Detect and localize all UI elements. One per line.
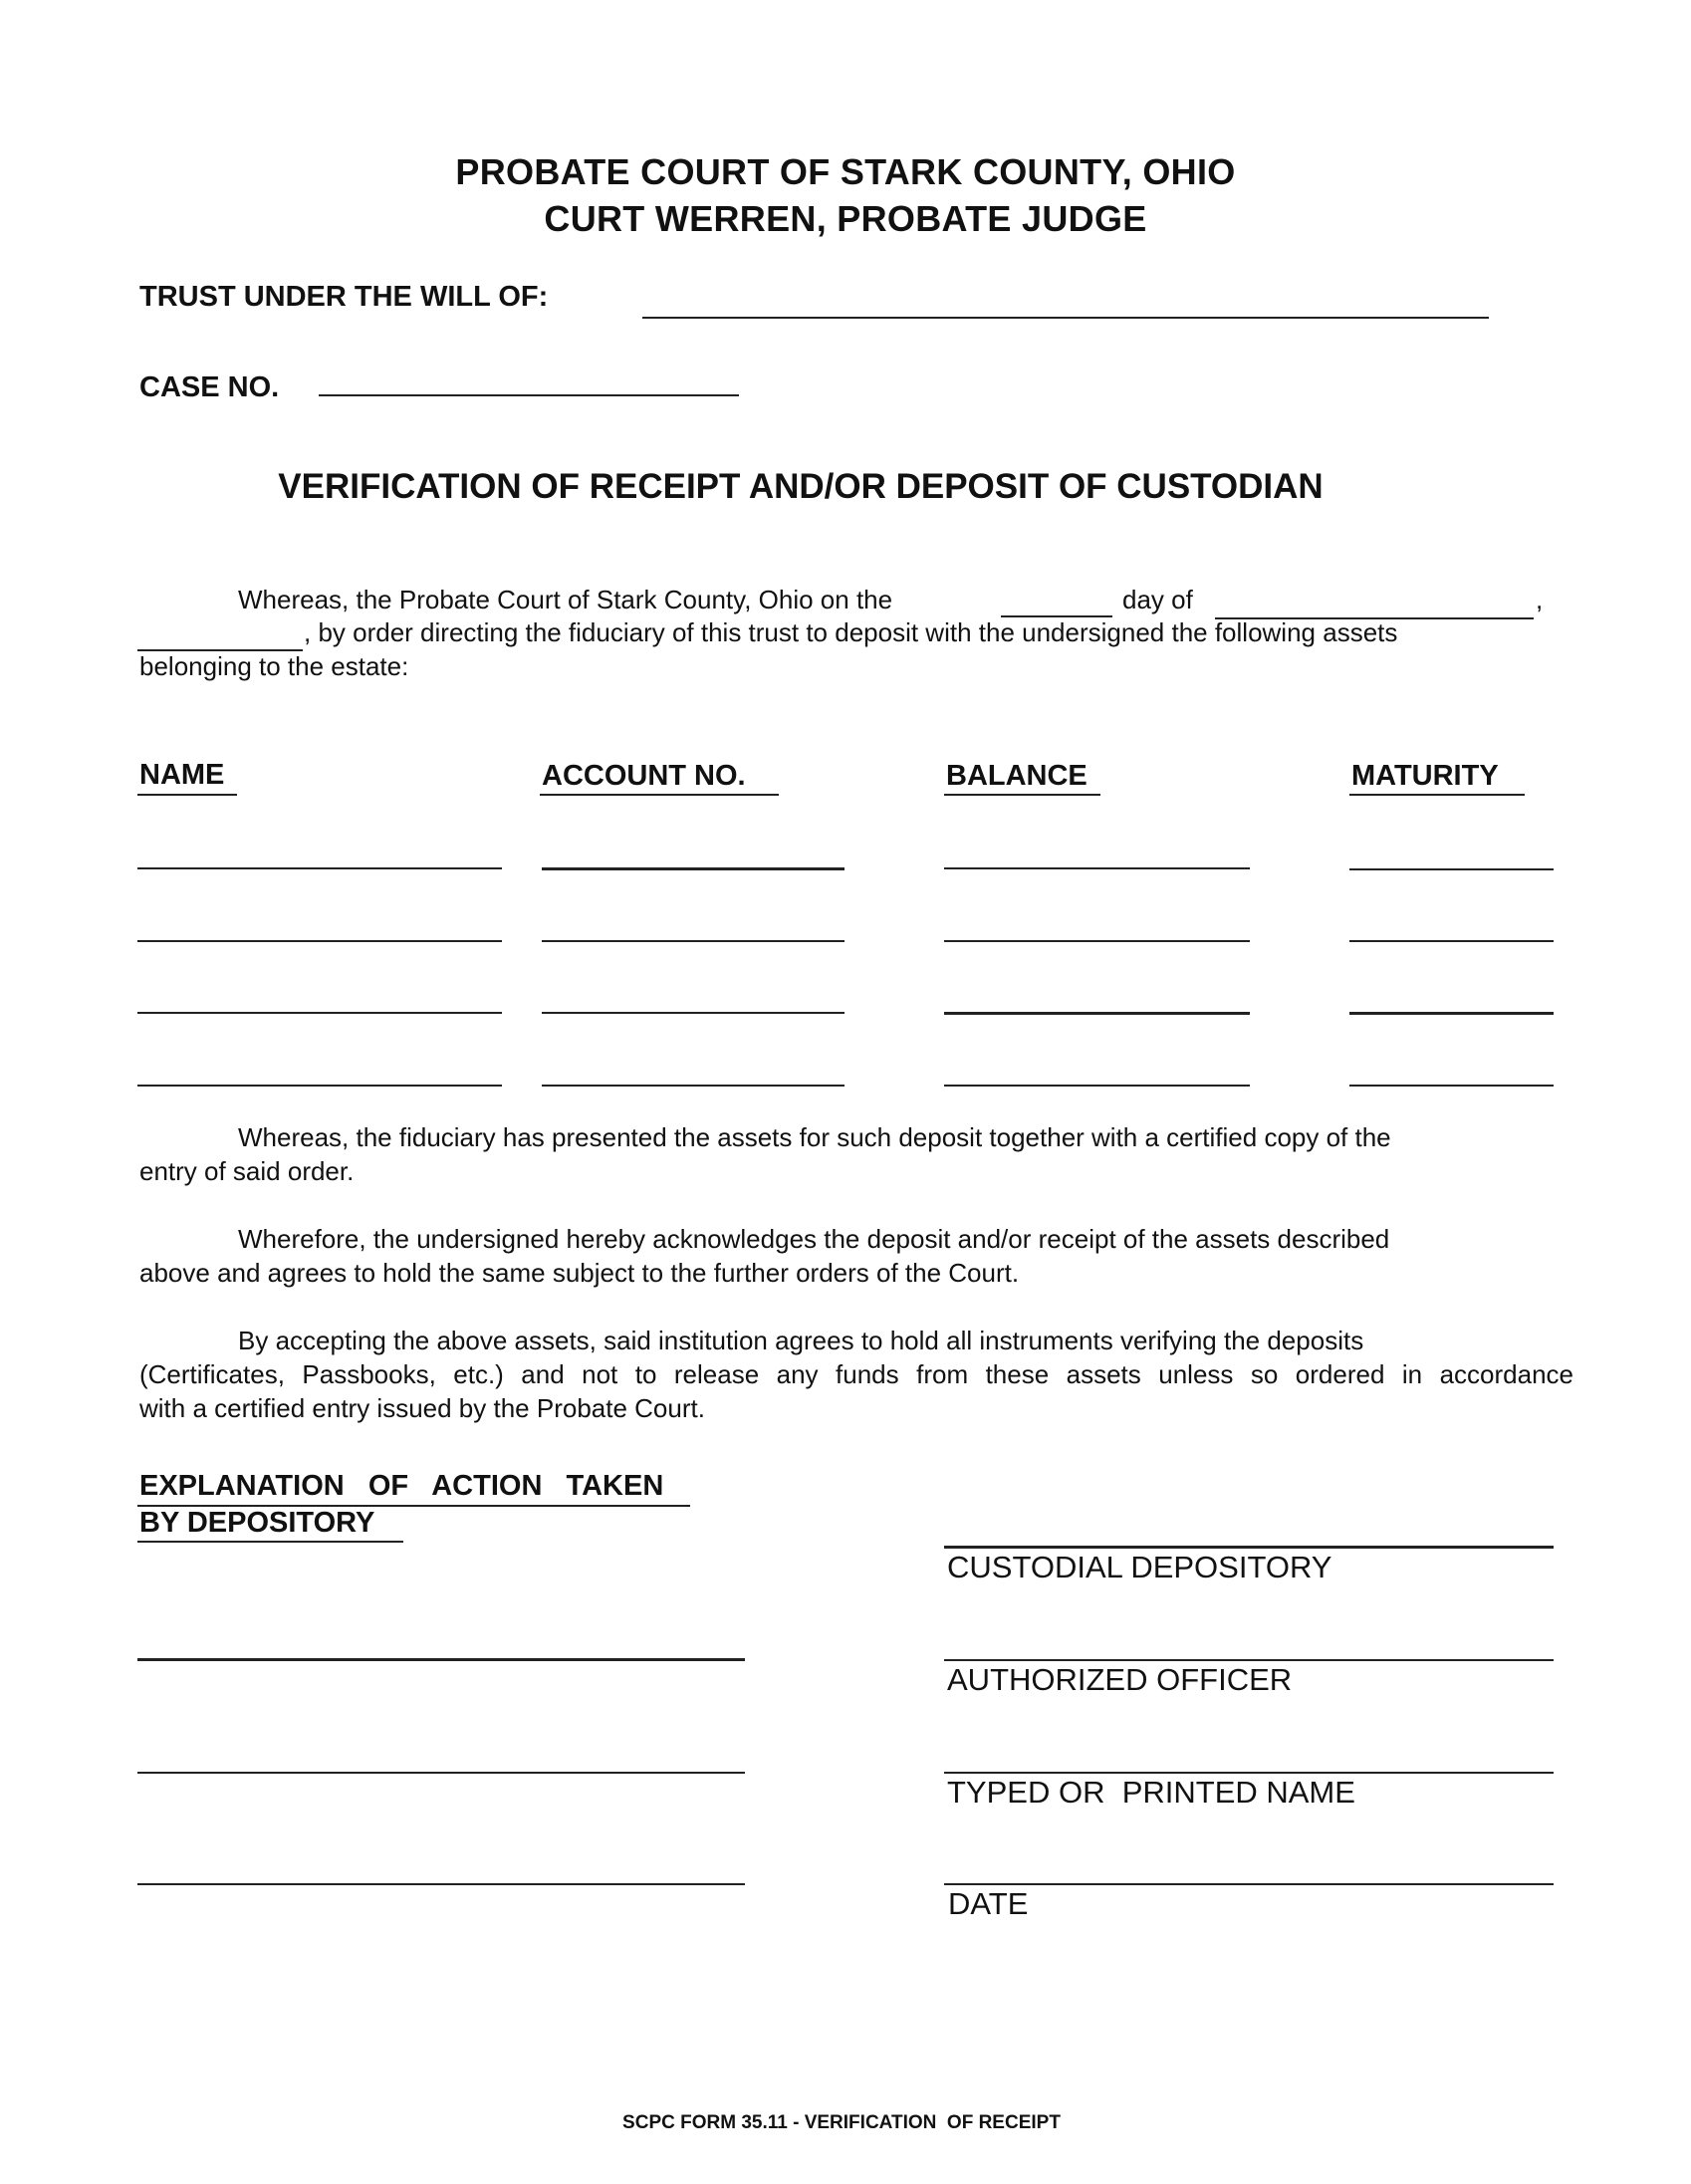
printed-name-label: TYPED OR PRINTED NAME: [947, 1775, 1355, 1810]
para3-line3: with a certified entry issued by the Probate Court.: [139, 1393, 705, 1423]
court-name: PROBATE COURT OF STARK COUNTY, OHIO: [455, 151, 1236, 192]
row1-maturity-field[interactable]: [1349, 868, 1554, 870]
para3-line2: (Certificates, Passbooks, etc.) and not to release any funds from these assets unless so ordered in accordance: [139, 1359, 1573, 1389]
row1-balance-field[interactable]: [944, 867, 1250, 869]
row4-name-field[interactable]: [137, 1085, 502, 1087]
explanation-line-3[interactable]: [137, 1883, 745, 1885]
trust-label: TRUST UNDER THE WILL OF:: [139, 281, 549, 313]
row2-maturity-field[interactable]: [1349, 940, 1554, 942]
col-header-account-underline: [540, 794, 779, 796]
case-number-label: CASE NO.: [139, 371, 280, 403]
col-header-maturity-underline: [1349, 794, 1525, 796]
row2-account-field[interactable]: [542, 940, 845, 942]
explanation-line-1[interactable]: [137, 1658, 745, 1661]
row4-balance-field[interactable]: [944, 1085, 1250, 1087]
explanation-line-2[interactable]: [137, 1772, 745, 1774]
date-label: DATE: [948, 1886, 1029, 1921]
para2-line2: above and agrees to hold the same subject to the further orders of the Court.: [139, 1258, 1020, 1288]
intro-text-4: , by order directing the fiduciary of this trust to deposit with the undersigned the following assets: [304, 617, 1398, 647]
para1-line1: Whereas, the fiduciary has presented the assets for such deposit together with a certified copy of the: [238, 1122, 1391, 1152]
row1-account-field[interactable]: [542, 867, 845, 870]
case-number-field[interactable]: [319, 394, 739, 396]
trust-name-field[interactable]: [642, 317, 1489, 319]
judge-name: CURT WERREN, PROBATE JUDGE: [544, 198, 1147, 239]
row2-balance-field[interactable]: [944, 940, 1250, 942]
col-header-maturity: MATURITY: [1351, 760, 1499, 792]
para3-line1: By accepting the above assets, said institution agrees to hold all instruments verifying the deposits: [238, 1326, 1364, 1355]
row3-name-field[interactable]: [137, 1012, 502, 1014]
authorized-officer-label: AUTHORIZED OFFICER: [947, 1662, 1293, 1697]
para1-line2: entry of said order.: [139, 1156, 355, 1186]
explanation-heading-line1: EXPLANATION OF ACTION TAKEN: [139, 1470, 664, 1502]
col-header-balance-underline: [944, 794, 1100, 796]
printed-name-field[interactable]: [944, 1772, 1554, 1774]
row4-account-field[interactable]: [542, 1085, 845, 1087]
intro-text-1: Whereas, the Probate Court of Stark County, Ohio on the: [238, 585, 893, 614]
form-title: VERIFICATION OF RECEIPT AND/OR DEPOSIT OF CUSTODIAN: [278, 467, 1324, 506]
date-field[interactable]: [944, 1883, 1554, 1885]
custodial-depository-label: CUSTODIAL DEPOSITORY: [947, 1550, 1332, 1584]
form-footer: SCPC FORM 35.11 - VERIFICATION OF RECEIPT: [622, 2112, 1061, 2133]
col-header-name-underline: [137, 794, 237, 796]
row4-maturity-field[interactable]: [1349, 1085, 1554, 1087]
intro-text-5: belonging to the estate:: [139, 651, 409, 681]
col-header-balance: BALANCE: [946, 760, 1087, 792]
row3-account-field[interactable]: [542, 1012, 845, 1014]
row3-balance-field[interactable]: [944, 1012, 1250, 1015]
col-header-account: ACCOUNT NO.: [542, 760, 746, 792]
intro-text-3: ,: [1536, 585, 1544, 614]
row1-name-field[interactable]: [137, 867, 502, 869]
intro-text-2: day of: [1122, 585, 1193, 614]
explanation-heading-line2: BY DEPOSITORY: [139, 1507, 375, 1539]
row2-name-field[interactable]: [137, 940, 502, 942]
row3-maturity-field[interactable]: [1349, 1012, 1554, 1015]
col-header-name: NAME: [139, 759, 225, 791]
explanation-heading-underline2: [137, 1541, 403, 1543]
authorized-officer-field[interactable]: [944, 1659, 1554, 1661]
para2-line1: Wherefore, the undersigned hereby acknowledges the deposit and/or receipt of the assets described: [238, 1224, 1390, 1254]
custodial-depository-field[interactable]: [944, 1546, 1554, 1549]
